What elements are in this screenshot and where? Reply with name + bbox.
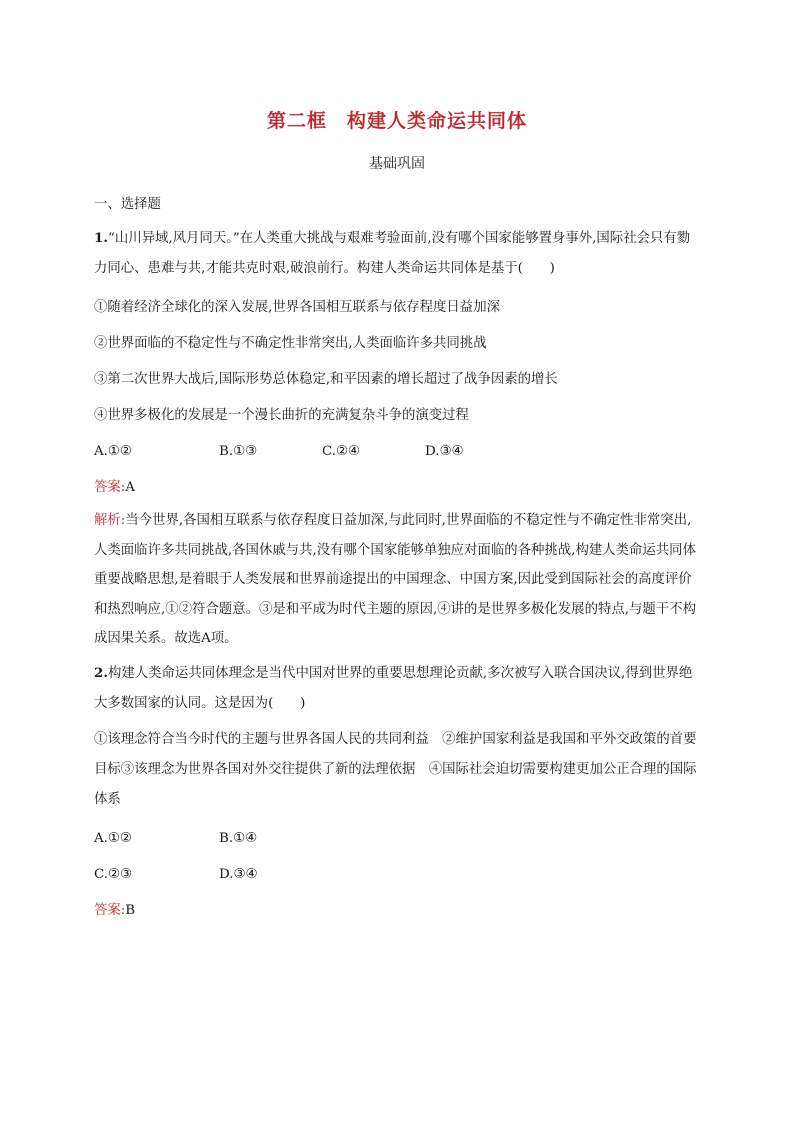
q2-option-b: B.①④ <box>219 830 258 846</box>
q2-option-a: A.①② <box>94 830 132 846</box>
page-subtitle: 基础巩固 <box>369 156 425 172</box>
section-heading: 一、选择题 <box>94 197 161 212</box>
question-2 <box>94 658 699 719</box>
analysis-label: 解析: <box>94 513 126 528</box>
q1-item-2: ②世界面临的不稳定性与不确定性非常突出,人类面临许多共同挑战 <box>94 336 487 351</box>
q1-option-c: C.②④ <box>322 444 361 459</box>
q1-answer <box>94 470 699 506</box>
q2-items: ①该理念符合当今时代的主题与世界各国人民的共同利益 ②维护国家利益是我国和平外交政策的首要目标③该理念为世界各国对外交往提供了新的法理依据 ④国际社会迫切需要构建更加公正合理的国际体系 <box>94 731 697 807</box>
q1-option-a: A.①② <box>94 444 132 459</box>
q2-options-row-1 <box>94 821 699 857</box>
question-number: 2. <box>94 664 108 681</box>
answer-label: 答案: <box>94 480 126 495</box>
q1-item-3: ③第二次世界大战后,国际形势总体稳定,和平因素的增长超过了战争因素的增长 <box>94 372 558 387</box>
answer-label: 答案: <box>94 902 126 918</box>
q2-options-row-2 <box>94 857 699 893</box>
content <box>94 187 699 929</box>
q1-options <box>94 434 699 470</box>
q2-option-c: C.②③ <box>94 866 133 882</box>
answer-value: A <box>125 480 135 495</box>
question-text: 构建人类命运共同体理念是当代中国对世界的重要思想理论贡献,多次被写入联合国决议,得到世界绝大多数国家的认同。这是因为( ) <box>94 665 693 711</box>
question-1 <box>94 223 699 284</box>
q1-option-d: D.③④ <box>425 444 464 459</box>
q1-option-b: B.①③ <box>219 444 258 459</box>
q1-item-1: ①随着经济全球化的深入发展,世界各国相互联系与依存程度日益加深 <box>94 300 500 315</box>
question-text: “山川异域,风月同天。”在人类重大挑战与艰难考验面前,没有哪个国家能够置身事外,国际社会只有勠力同心、患难与共,才能共克时艰,破浪前行。构建人类命运共同体是基于( ) <box>94 231 691 276</box>
analysis-text: 当今世界,各国相互联系与依存程度日益加深,与此同时,世界面临的不稳定性与不确定性非常突出,人类面临许多共同挑战,各国休戚与共,没有哪个国家能够单独应对面临的各种挑战,构建人类命运共同体重要战略思想,是着眼于人类发展和世界前途提出的中国理念、中国方案,因此受到国际社会的高度评价和热烈响应,①②符合题意。③是和平成为时代主题的原因,④讲的是世界多极化发展的特点,与题干不构成因果关系。故选A项。 <box>94 513 696 646</box>
question-number: 1. <box>94 230 108 246</box>
answer-value: B <box>125 902 136 918</box>
q1-analysis <box>94 506 699 654</box>
q2-option-d: D.③④ <box>219 866 258 882</box>
q1-item-4: ④世界多极化的发展是一个漫长曲折的充满复杂斗争的演变过程 <box>94 408 469 423</box>
page-title: 第二框 构建人类命运共同体 <box>266 110 527 132</box>
q2-answer <box>94 893 699 929</box>
